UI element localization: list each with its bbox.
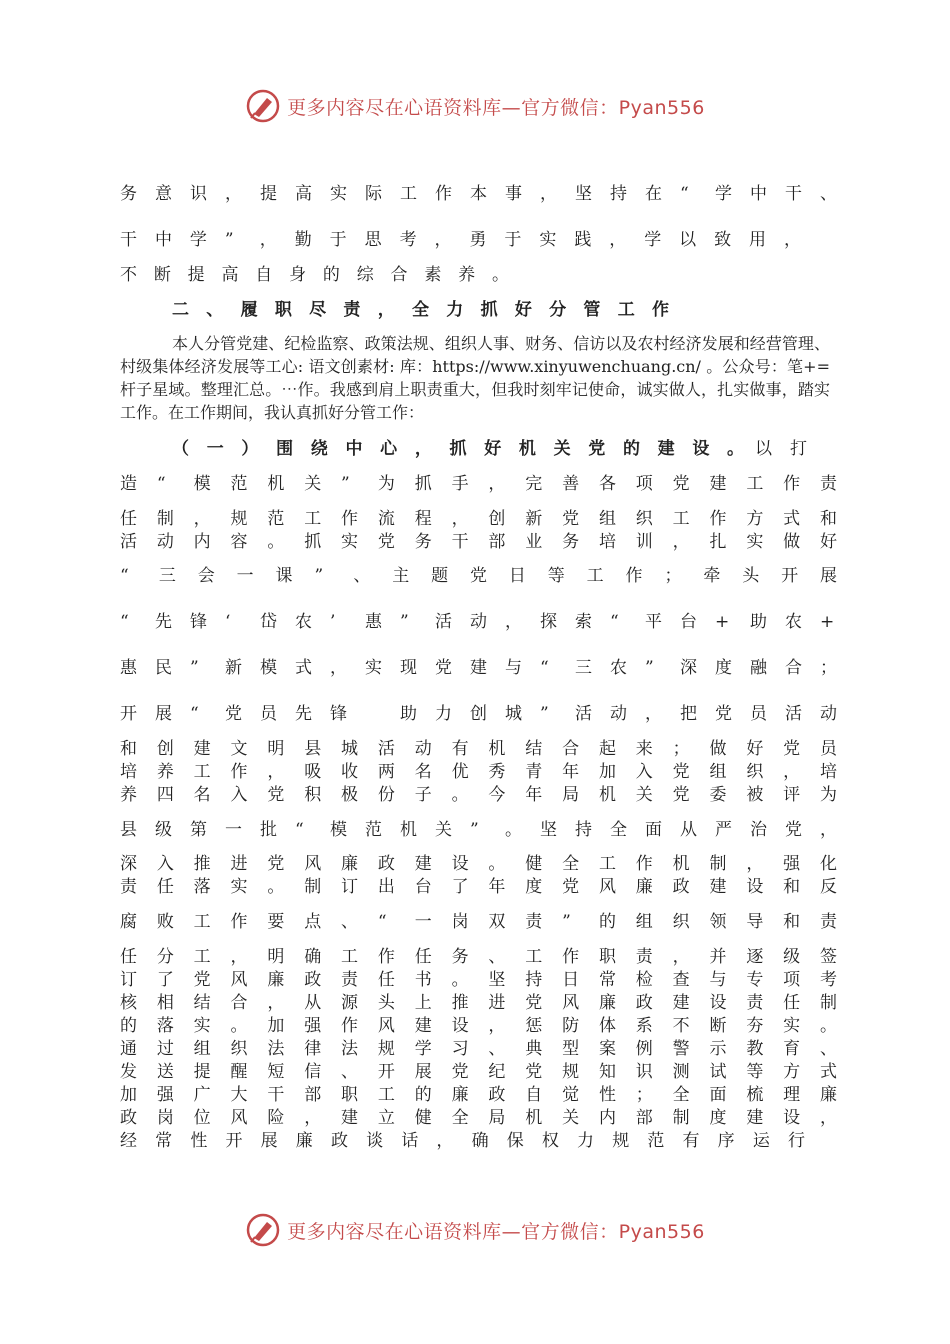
body-line: 订 了 党 风 廉 政 责 任 书 。 坚 持 日 常 检 查 与 专 项 考 bbox=[120, 970, 837, 990]
body-line: 发 送 提 醒 短 信 、 开 展 党 纪 党 规 知 识 测 试 等 方 式 bbox=[120, 1062, 837, 1082]
body-line: 培 养 工 作 ， 吸 收 两 名 优 秀 青 年 加 入 党 组 织 ， 培 bbox=[120, 762, 837, 782]
paragraph: 本人分管党建、纪检监察、政策法规、组织人事、财务、信访以及农村经济发展和经营管理、村级集体经济发展等工心: 语文创素材: 库：https://www.xinyuwenchuang.cn/ 。公众号：笔+= 杆子星域。整理汇总。⋯作。我感到肩上职责重大，但我时刻牢记使命，诚实做人，扎实做事，踏实工作。在工作期间，我认真抓好分管工作： bbox=[120, 334, 830, 422]
body-line: 干 中 学 ” ， 勤 于 思 考 ， 勇 于 实 践 ， 学 以 致 用 ， bbox=[120, 230, 801, 250]
body-line: 造 “ 模 范 机 关 ” 为 抓 手 ， 完 善 各 项 党 建 工 作 责 bbox=[120, 474, 837, 494]
body-line: 的 落 实 。 加 强 作 风 建 设 ， 惩 防 体 系 不 断 夯 实 。 bbox=[120, 1016, 837, 1036]
body-line: 以 打 bbox=[755, 439, 807, 459]
body-line: 不 断 提 高 自 身 的 综 合 素 养 。 bbox=[120, 265, 509, 285]
body-line: 深 入 推 进 党 风 廉 政 建 设 。 健 全 工 作 机 制 ， 强 化 bbox=[120, 854, 837, 874]
body-line: 通 过 组 织 法 律 法 规 学 习 、 典 型 案 例 警 示 教 育 、 bbox=[120, 1039, 837, 1059]
body-line: “ 先 锋 ‘ 岱 农 ’ 惠 ” 活 动 ， 探 索 “ 平 台 + 助 农 + bbox=[120, 612, 835, 632]
body-line: 腐 败 工 作 要 点 、 “ 一 岗 双 责 ” 的 组 织 领 导 和 责 bbox=[120, 912, 837, 932]
body-line: 和 创 建 文 明 县 城 活 动 有 机 结 合 起 来 ； 做 好 党 员 bbox=[120, 739, 837, 759]
footer-banner bbox=[0, 1208, 950, 1252]
body-line: 任 分 工 ， 明 确 工 作 任 务 、 工 作 职 责 ， 并 逐 级 签 bbox=[120, 947, 837, 967]
body-line: 二 、 履 职 尽 责 ， 全 力 抓 好 分 管 工 作 bbox=[172, 300, 669, 320]
body-line: 务 意 识 ， 提 高 实 际 工 作 本 事 ， 坚 持 在 “ 学 中 干 、 bbox=[120, 184, 837, 204]
body-line: 惠 民 ” 新 模 式 ， 实 现 党 建 与 “ 三 农 ” 深 度 融 合 ； bbox=[120, 658, 837, 678]
banner-text: 更多内容尽在心语资料库—官方微信：Pyan556 bbox=[287, 96, 705, 119]
header-banner bbox=[0, 84, 950, 128]
body-line: 政 岗 位 风 险 ， 建 立 健 全 局 机 关 内 部 制 度 建 设 ， bbox=[120, 1108, 837, 1128]
banner-text: 更多内容尽在心语资料库—官方微信：Pyan556 bbox=[287, 1220, 705, 1243]
body-line: 任 制 ， 规 范 工 作 流 程 ， 创 新 党 组 织 工 作 方 式 和 bbox=[120, 509, 837, 529]
pen-nib-seal-icon bbox=[245, 1212, 281, 1248]
body-line: 活 动 内 容 。 抓 实 党 务 干 部 业 务 培 训 ， 扎 实 做 好 bbox=[120, 532, 837, 552]
body-line: 核 相 结 合 ， 从 源 头 上 推 进 党 风 廉 政 建 设 责 任 制 bbox=[120, 993, 837, 1013]
body-line: 经 常 性 开 展 廉 政 谈 话 ， 确 保 权 力 规 范 有 序 运 行 bbox=[120, 1131, 805, 1151]
body-line: 责 任 落 实 。 制 订 出 台 了 年 度 党 风 廉 政 建 设 和 反 bbox=[120, 877, 837, 897]
body-line: 加 强 广 大 干 部 职 工 的 廉 政 自 觉 性 ； 全 面 梳 理 廉 bbox=[120, 1085, 837, 1105]
body-line: 开 展 “ 党 员 先 锋 助 力 创 城 ” 活 动 ， 把 党 员 活 动 bbox=[120, 704, 837, 724]
body-line: 县 级 第 一 批 “ 模 范 机 关 ” 。 坚 持 全 面 从 严 治 党 ， bbox=[120, 820, 837, 840]
body-line: 养 四 名 入 党 积 极 份 子 。 今 年 局 机 关 党 委 被 评 为 bbox=[120, 785, 837, 805]
section-heading: （ 一 ） 围 绕 中 心 ， 抓 好 机 关 党 的 建 设 。 bbox=[172, 439, 744, 459]
body-line: “ 三 会 一 课 ” 、 主 题 党 日 等 工 作 ； 牵 头 开 展 bbox=[120, 566, 837, 586]
pen-nib-seal-icon bbox=[245, 88, 281, 124]
